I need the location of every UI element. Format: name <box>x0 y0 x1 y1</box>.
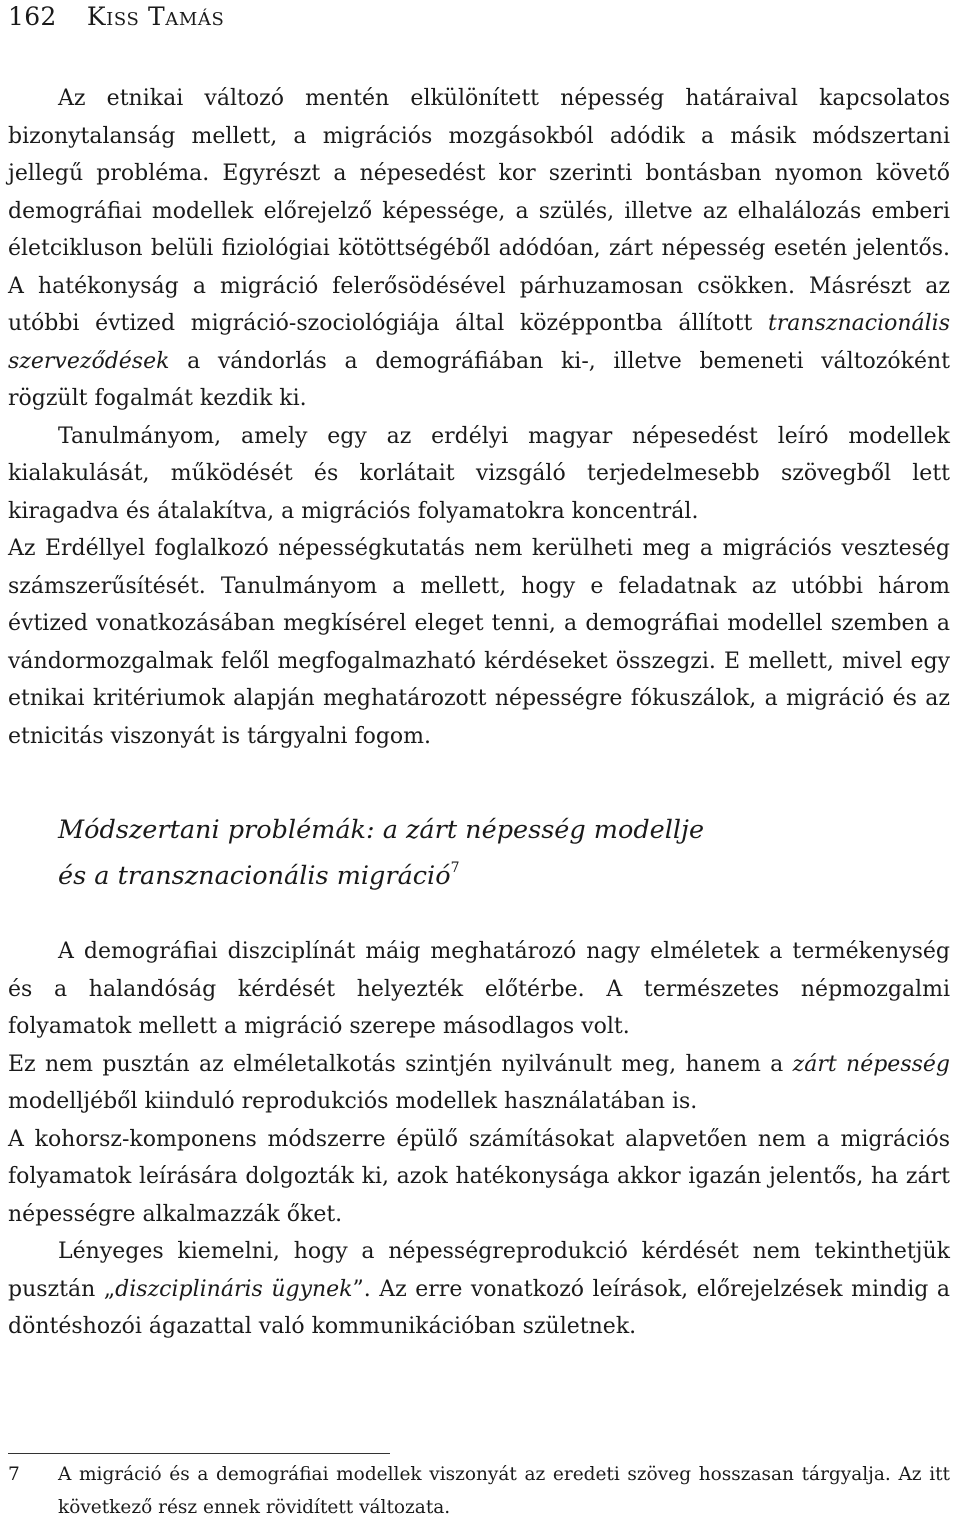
footnote-number: 7 <box>8 1464 20 1485</box>
section-heading-line: Módszertani problémák: a zárt népesség modellje <box>58 815 705 845</box>
paragraph-text: modelljéből kiinduló reprodukciós modellek használatában is. <box>8 1089 698 1114</box>
paragraph-text: Ez nem pusztán az elméletalkotás szintjén nyilvánult meg, hanem a <box>8 1051 793 1077</box>
section-heading <box>58 811 950 895</box>
paragraph <box>8 1233 950 1346</box>
paragraph <box>8 80 950 418</box>
paragraph: Az Erdéllyel foglalkozó népességkutatás nem kerülheti meg a migrációs veszteség számszerűsítését. Tanulmányom a mellett, hogy e feladatnak az utóbbi három évtized vonatkozásában megkísérel eleget tenni, a demográfiai modellel szemben a vándormozgalmak felől megfogalmazható kérdéseket összegzi. E mellett, mivel egy etnikai kritériumok alapján meghatározott népességre fókuszálok, a migráció és az etnicitás viszonyát is tárgyalni fogom. <box>8 536 950 749</box>
footnote-marker: 7 <box>450 860 460 876</box>
paragraph-text: Lényeges kiemelni, hogy a népességreprodukció kérdését nem tekinthetjük pusztán „ <box>8 1239 950 1302</box>
footnote <box>8 1458 950 1524</box>
emphasis-text: zárt népesség <box>792 1051 950 1077</box>
footnote-text: A migráció és a demográfiai modellek viszonyát az eredeti szöveg hosszasan tárgyalja. Az itt következő rész ennek rövidített változata. <box>58 1464 950 1518</box>
section-heading-line: és a transznacionális migráció <box>58 861 451 891</box>
paragraph: A kohorsz-komponens módszerre épülő számításokat alapvetően nem a migrációs folyamatok leírására dolgozták ki, azok hatékonysága akkor igazán jelentős, ha zárt népességre alkalmazzák őket. <box>8 1126 950 1227</box>
running-header-author: Kiss Tamás <box>86 2 225 31</box>
paragraph-text: Az etnikai változó mentén elkülönített népesség határaival kapcsolatos bizonytalanság mellett, a migrációs mozgásokból adódik a másik módszertani jellegű probléma. Egyrészt a népesedést kor szerinti bontásban nyomon követő demográfiai modellek előrejelző képessége, a szülés, illetve az elhalálozás emberi életcikluson belüli fiziológiai kötöttségéből adódóan, zárt népesség esetén jelentős. A hatékonyság a migráció felerősödésével párhuzamosan csökken. Másrészt az utóbbi évtized migráció-szociológiája által középpontba állított <box>8 86 950 336</box>
emphasis-text: transznacionális szerveződések <box>8 311 950 374</box>
paragraph: Tanulmányom, amely egy az erdélyi magyar népesedést leíró modellek kialakulását, működését és korlátait vizsgáló terjedelmesebb szövegből lett kiragadva és átalakítva, a migrációs folyamatokra koncentrál. <box>8 423 950 524</box>
footnote-divider <box>8 1453 390 1454</box>
body-text <box>8 80 950 1346</box>
page-number: 162 <box>8 2 57 31</box>
emphasis-text: diszciplináris ügynek <box>115 1276 353 1302</box>
running-header <box>8 2 224 32</box>
paragraph: A demográfiai diszciplínát máig meghatározó nagy elméletek a termékenység és a halandóság kérdését helyezték előtérbe. A természetes népmozgalmi folyamatok mellett a migráció szerepe másodlagos volt. <box>8 939 950 1039</box>
paragraph-text: ”. Az erre vonatkozó leírások, előrejelzések mindig a döntéshozói ágazattal való kommunikációban születnek. <box>8 1276 951 1339</box>
paragraph-text: a vándorlás a demográfiában ki-, illetve bemeneti változóként rögzült fogalmát kezdik ki. <box>8 348 950 411</box>
paragraph <box>8 1046 950 1121</box>
